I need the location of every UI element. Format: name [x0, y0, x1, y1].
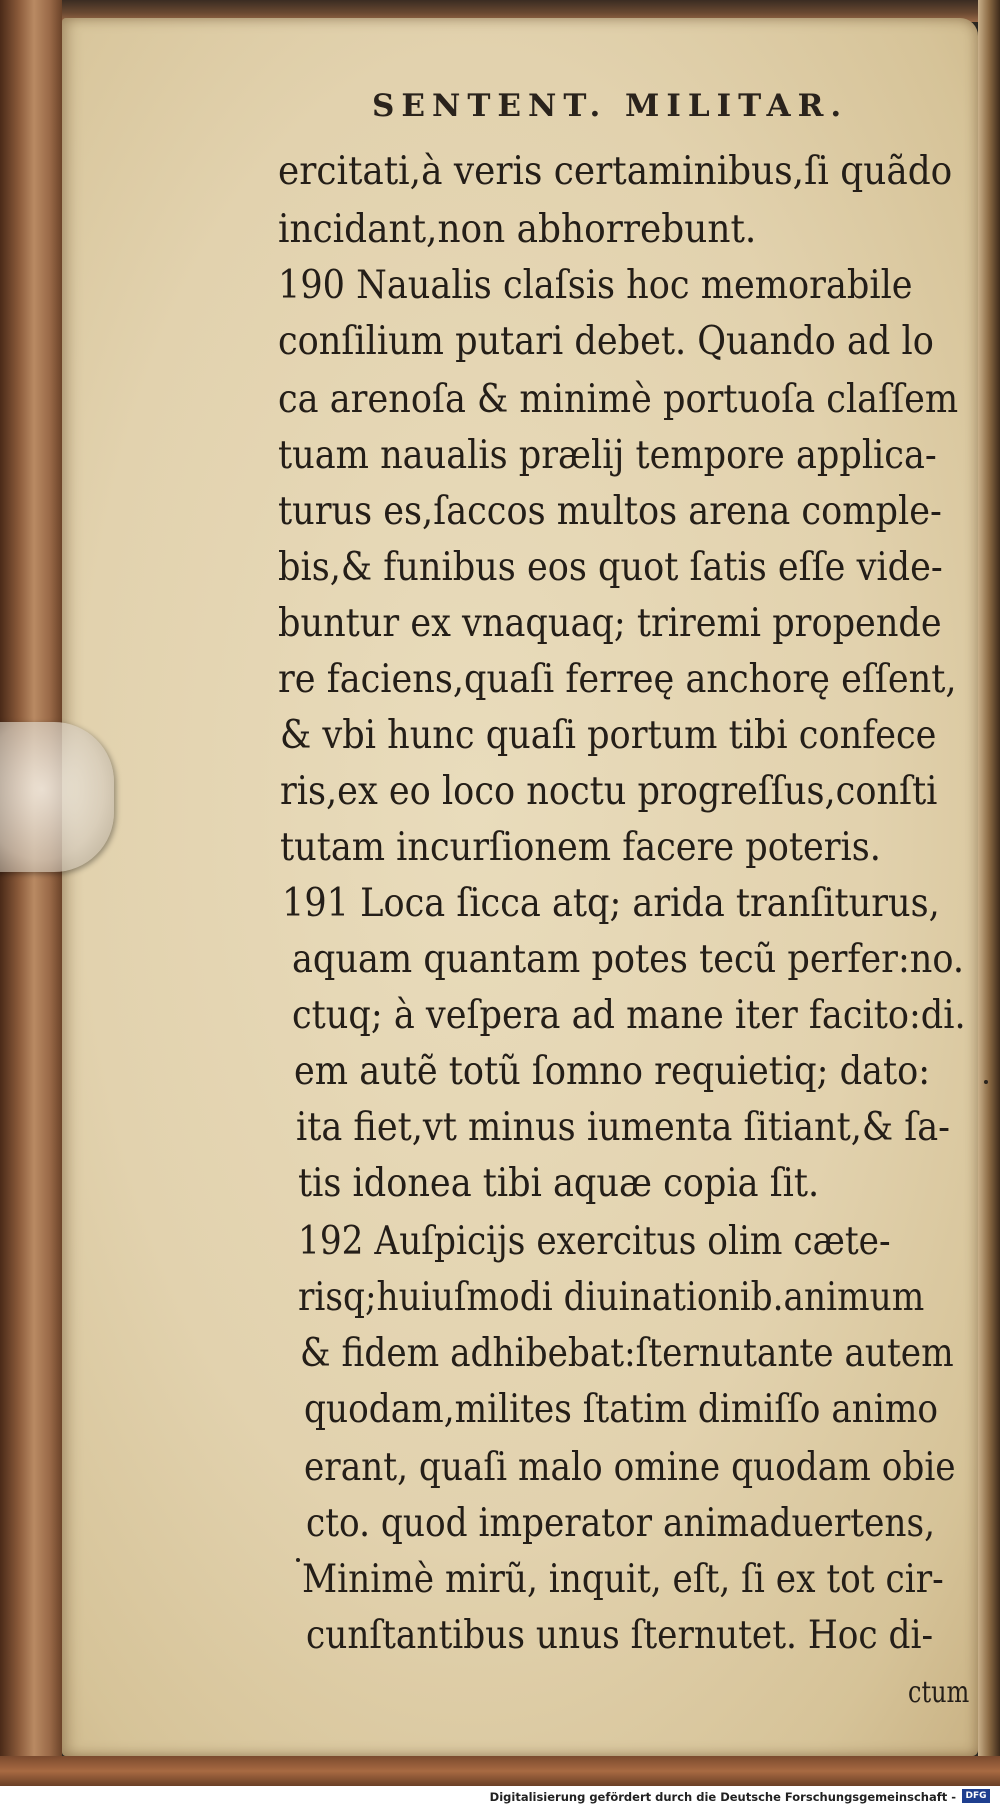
- footer-credit: Digitalisierung gefördert durch die Deutsche Forschungsgemeinschaft -: [489, 1790, 956, 1804]
- catchword: ctum: [908, 1675, 970, 1710]
- text-line: Minimè mirũ, inquit, eſt, ſi ex tot cir-: [302, 1557, 944, 1602]
- text-line: buntur ex vnaquaq; triremi propende: [278, 601, 942, 646]
- text-line: & fidem adhibebat:ſternutante autem: [300, 1331, 954, 1376]
- book-bottom-edge: [0, 1756, 1000, 1786]
- margin-mark: [296, 1558, 300, 1562]
- text-line: cunſtantibus unus ſternutet. Hoc di-: [306, 1613, 934, 1658]
- text-line: ca arenoſa & minimè portuoſa claſſem: [278, 377, 959, 422]
- text-line: & vbi hunc quaſi portum tibi confece: [280, 713, 937, 758]
- text-line: tuam naualis prælij tempore applica-: [278, 433, 937, 478]
- text-line: risq;huiuſmodi diuinationib.animum: [298, 1275, 925, 1320]
- text-line: incidant,non abhorrebunt.: [278, 207, 757, 252]
- text-line: aquam quantam potes tecũ perfer:no.: [292, 937, 965, 982]
- text-line: cto. quod imperator animaduertens,: [306, 1501, 936, 1546]
- text-line: conſilium putari debet. Quando ad lo: [278, 319, 934, 364]
- text-line: erant, quaſi malo omine quodam obie: [304, 1445, 956, 1490]
- text-line: bis,& funibus eos quot ſatis eſſe vide-: [278, 545, 943, 590]
- text-line: ercitati,à veris certaminibus,ſi quãdo: [278, 149, 953, 194]
- text-line: 191 Loca ſicca atq; arida tranſiturus,: [282, 881, 940, 926]
- margin-mark: [984, 1080, 988, 1084]
- text-line: ita fiet,vt minus iumenta ſitiant,& ſa-: [296, 1105, 951, 1150]
- text-line: tutam incurſionem facere poteris.: [280, 825, 881, 870]
- text-line: ctuq; à veſpera ad mane iter facito:di.: [292, 993, 966, 1038]
- text-line: quodam,milites ſtatim dimiſſo animo: [304, 1387, 939, 1432]
- text-line: ris,ex eo loco noctu progreſſus,conſti: [280, 769, 938, 814]
- running-head: SENTENT. MILITAR.: [372, 88, 849, 124]
- dfg-logo: DFG: [962, 1789, 990, 1803]
- text-line: re faciens,quaſi ferreę anchorę eſſent,: [278, 657, 957, 702]
- text-line: em autẽ totũ ſomno requietiq; dato:: [294, 1049, 931, 1094]
- text-line: 190 Naualis claſsis hoc memorabile: [278, 263, 913, 308]
- text-line: tis idonea tibi aquæ copia ſit.: [298, 1161, 820, 1206]
- text-line: turus es,ſaccos multos arena comple-: [278, 489, 942, 534]
- text-line: 192 Auſpicijs exercitus olim cæte-: [298, 1219, 891, 1264]
